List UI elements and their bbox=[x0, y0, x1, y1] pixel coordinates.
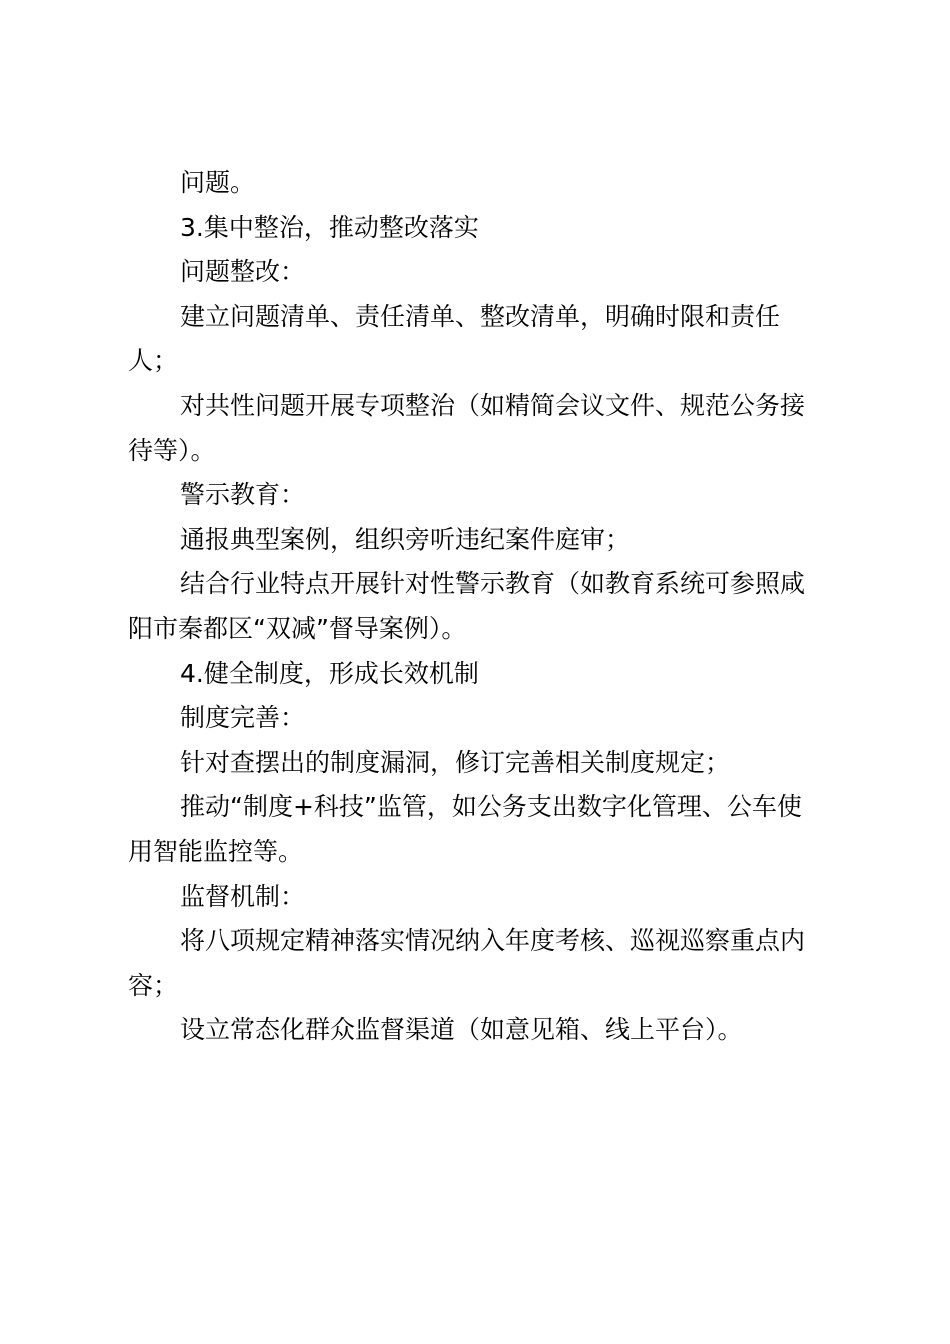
text-line: 用智能监控等。 bbox=[128, 836, 304, 866]
text-line: 4.健全制度，形成长效机制 bbox=[180, 658, 479, 688]
text-line: 结合行业特点开展针对性警示教育（如教育系统可参照咸 bbox=[180, 569, 806, 599]
text-line: 问题。 bbox=[180, 168, 256, 197]
text-line: 制度完善： bbox=[180, 703, 306, 733]
paragraph bbox=[128, 206, 838, 251]
paragraph bbox=[128, 295, 838, 384]
paragraph bbox=[128, 161, 838, 206]
paragraph bbox=[128, 384, 838, 473]
text-line: 监督机制： bbox=[180, 881, 306, 911]
paragraph bbox=[128, 518, 838, 563]
text-line: 将八项规定精神落实情况纳入年度考核、巡视巡察重点内 bbox=[180, 926, 806, 956]
text-line: 问题整改： bbox=[180, 257, 306, 287]
paragraph bbox=[128, 741, 838, 786]
paragraph bbox=[128, 562, 838, 651]
paragraph bbox=[128, 696, 838, 741]
text-line: 待等）。 bbox=[128, 435, 216, 465]
text-line: 人； bbox=[128, 346, 179, 376]
paragraph bbox=[128, 785, 838, 874]
paragraph bbox=[128, 919, 838, 1008]
text-line: 设立常态化群众监督渠道（如意见箱、线上平台）。 bbox=[180, 1015, 743, 1045]
paragraph bbox=[128, 250, 838, 295]
paragraph bbox=[128, 473, 838, 518]
paragraph bbox=[128, 1008, 838, 1053]
text-line: 对共性问题开展专项整治（如精简会议文件、规范公务接 bbox=[180, 390, 806, 420]
text-line: 通报典型案例，组织旁听违纪案件庭审； bbox=[180, 524, 631, 554]
text-line: 容； bbox=[128, 970, 179, 1000]
document-page bbox=[128, 161, 838, 1053]
text-line: 推动“制度+科技”监管，如公务支出数字化管理、公车使 bbox=[180, 792, 802, 822]
text-line: 3.集中整治，推动整改落实 bbox=[180, 212, 479, 242]
paragraph bbox=[128, 652, 838, 697]
text-line: 阳市秦都区“双减”督导案例）。 bbox=[128, 613, 467, 643]
text-line: 针对查摆出的制度漏洞，修订完善相关制度规定； bbox=[180, 747, 731, 777]
text-line: 警示教育： bbox=[180, 480, 306, 510]
text-line: 建立问题清单、责任清单、整改清单，明确时限和责任 bbox=[180, 301, 781, 331]
paragraph bbox=[128, 875, 838, 920]
